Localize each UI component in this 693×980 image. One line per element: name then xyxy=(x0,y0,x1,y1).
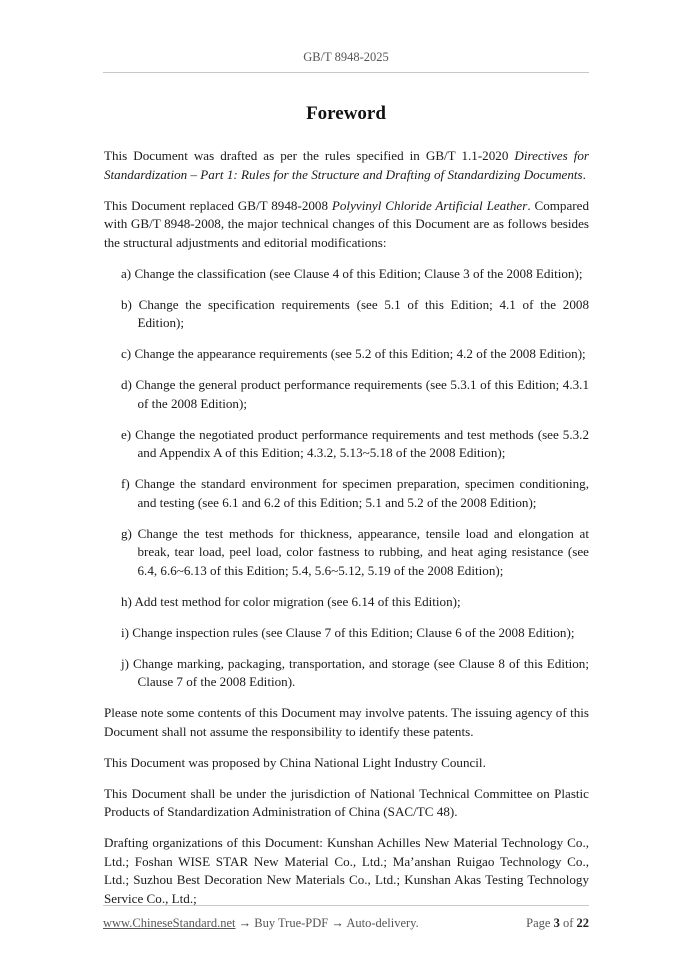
italic-title-pvc-leather: Polyvinyl Chloride Artificial Leather xyxy=(331,197,528,213)
paragraph-drafting-organizations: Drafting organizations of this Document: Kunshan Achilles New Material Technology Co., Ltd.; Foshan WISE STAR New Material Co., Ltd.; Ma’anshan Ruigao Technology Co., Ltd.; Suzhou Best Decoration New Materials Co., Ltd.; Kunshan Akas Testing Technology Service Co., Ltd.; xyxy=(104,835,589,906)
change-item-b: b) Change the specification requirements (see 5.1 of this Edition; 4.1 of the 2008 Edition); xyxy=(121,296,589,330)
change-item-d: d) Change the general product performance requirements (see 5.3.1 of this Edition; 4.3.1 of the 2008 Edition); xyxy=(121,377,589,411)
arrow-right-icon: → xyxy=(331,916,344,930)
buy-pdf-text: Buy True-PDF xyxy=(254,916,329,930)
text-run: . xyxy=(582,166,586,182)
change-item-j: j) Change marking, packaging, transportation, and storage (see Clause 8 of this Edition; Clause 7 of the 2008 Edition). xyxy=(121,655,589,689)
page-footer xyxy=(103,916,589,931)
page-number xyxy=(526,916,589,931)
total-pages: 22 xyxy=(576,916,589,930)
change-item-c: c) Change the appearance requirements (see 5.2 of this Edition; 4.2 of the 2008 Edition); xyxy=(121,346,586,361)
change-item-e: e) Change the negotiated product performance requirements and test methods (see 5.3.2 and Appendix A of this Edition; 4.3.2, 5.13~5.18 of the 2008 Edition); xyxy=(121,426,589,460)
site-link[interactable]: www.ChineseStandard.net xyxy=(103,916,236,930)
page-title: Foreword xyxy=(306,103,386,124)
paragraph-patents: Please note some contents of this Document may involve patents. The issuing agency of this Document shall not assume the responsibility to identify these patents. xyxy=(104,705,589,739)
header-divider xyxy=(103,72,589,73)
change-item-f: f) Change the standard environment for specimen preparation, specimen conditioning, and testing (see 6.1 and 6.2 of this Edition; 5.1 and 5.2 of the 2008 Edition); xyxy=(121,476,589,510)
text-run: . Compared with GB/T 8948-2008, the major technical changes of this Document are as follows besides the structural adjustments and editorial modifications: xyxy=(104,197,590,250)
document-body xyxy=(104,147,589,921)
page-word: Page xyxy=(526,916,551,930)
paragraph-jurisdiction: This Document shall be under the jurisdiction of National Technical Committee on Plastic Products of Standardization Administration of China (SAC/TC 48). xyxy=(104,785,589,819)
text-run: This Document replaced GB/T 8948-2008 xyxy=(104,197,332,213)
arrow-right-icon: → xyxy=(238,916,252,930)
footer-links xyxy=(103,916,419,931)
running-header: GB/T 8948-2025 xyxy=(303,50,389,64)
of-word: of xyxy=(562,916,574,930)
change-item-h: h) Add test method for color migration (see 6.14 of this Edition); xyxy=(121,593,461,609)
text-run: This Document was drafted as per the rules specified in GB/T 1.1-2020 xyxy=(104,148,515,163)
change-item-a: a) Change the classification (see Clause 4 of this Edition; Clause 3 of the 2008 Edition); xyxy=(121,265,583,281)
paragraph-replacement xyxy=(104,197,589,253)
paragraph-proposer: This Document was proposed by China National Light Industry Council. xyxy=(104,754,486,770)
change-item-i: i) Change inspection rules (see Clause 7 of this Edition; Clause 6 of the 2008 Edition); xyxy=(121,624,575,640)
paragraph-drafting-rules xyxy=(104,147,589,184)
italic-title-directives: Directives for Standardization – Part 1: Rules for the Structure and Drafting of Standardizing Documents xyxy=(104,148,589,182)
current-page: 3 xyxy=(553,916,560,930)
change-item-g: g) Change the test methods for thickness, appearance, tensile load and elongation at break, tear load, peel load, color fastness to rubbing, and heat aging resistance (see 6.4, 6.6~6.13 of this Edition; 5.4, 5.6~5.12, 5.19 of the 2008 Edition); xyxy=(121,525,589,578)
footer-divider xyxy=(103,905,589,906)
auto-delivery-text: Auto-delivery. xyxy=(346,916,419,930)
